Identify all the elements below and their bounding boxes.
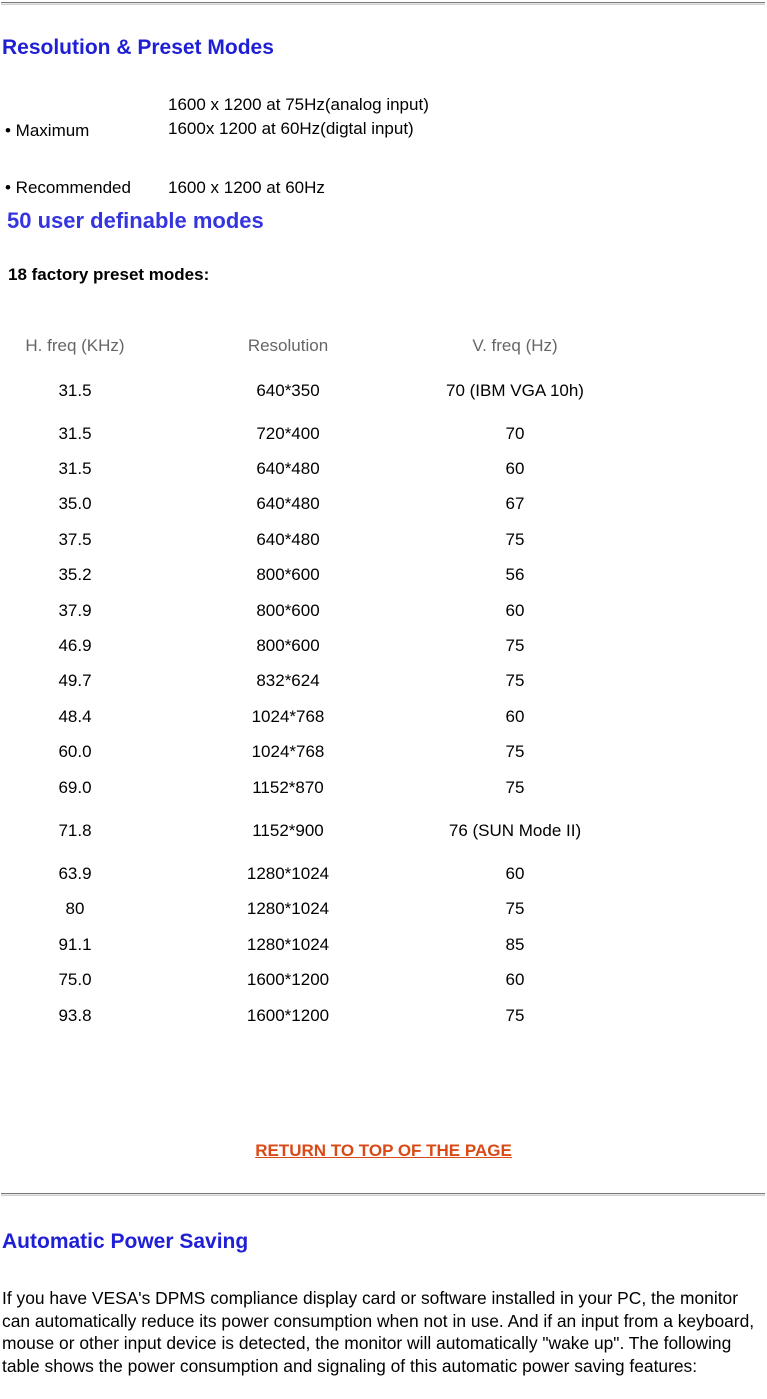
table-row xyxy=(0,664,604,699)
hfreq-cell: 71.8 xyxy=(58,820,92,840)
hfreq-cell: 37.9 xyxy=(58,600,92,620)
resolution-cell: 1024*768 xyxy=(251,742,325,762)
hfreq-cell: 37.5 xyxy=(58,529,92,549)
vfreq-cell: 60 xyxy=(505,600,525,620)
vfreq-cell: 85 xyxy=(505,934,525,954)
table-row xyxy=(0,593,604,628)
vfreq-cell: 75 xyxy=(505,899,525,919)
maximum-value-digital: 1600x 1200 at 60Hz(digtal input) xyxy=(168,119,414,138)
resolution-cell: 1024*768 xyxy=(251,706,325,726)
vfreq-cell: 60 xyxy=(505,863,525,883)
hfreq-cell: 60.0 xyxy=(58,742,92,762)
table-row xyxy=(0,365,604,416)
factory-modes-label: 18 factory preset modes: xyxy=(8,265,210,284)
resolution-cell: 800*600 xyxy=(256,600,320,620)
table-row xyxy=(0,892,604,927)
resolution-cell: 640*480 xyxy=(256,459,320,479)
vfreq-cell: 70 (IBM VGA 10h) xyxy=(446,380,584,400)
vfreq-cell: 75 xyxy=(505,636,525,656)
hfreq-cell: 75.0 xyxy=(58,970,92,990)
resolution-cell: 720*400 xyxy=(256,423,320,443)
return-link-container xyxy=(0,1141,767,1161)
resolution-cell: 1152*900 xyxy=(252,820,324,840)
column-header-hfreq: H. freq (KHz) xyxy=(25,336,125,355)
resolution-cell: 1280*1024 xyxy=(246,899,330,919)
vfreq-cell: 75 xyxy=(505,671,525,691)
table-row xyxy=(0,805,604,856)
preset-modes-table xyxy=(0,327,604,1033)
table-row xyxy=(0,735,604,770)
hfreq-cell: 31.5 xyxy=(58,459,92,479)
table-row xyxy=(0,487,604,522)
vfreq-cell: 60 xyxy=(505,459,525,479)
hfreq-cell: 48.4 xyxy=(58,706,92,726)
vfreq-cell: 75 xyxy=(505,777,525,797)
table-row xyxy=(0,962,604,997)
vfreq-cell: 75 xyxy=(505,742,525,762)
power-saving-heading: Automatic Power Saving xyxy=(2,1230,249,1253)
resolution-cell: 1280*1024 xyxy=(246,863,330,883)
recommended-value: 1600 x 1200 at 60Hz xyxy=(168,178,325,197)
table-row xyxy=(0,856,604,891)
table-row xyxy=(0,558,604,593)
hfreq-cell: 69.0 xyxy=(58,777,92,797)
maximum-label: • Maximum xyxy=(5,121,90,140)
hfreq-cell: 35.0 xyxy=(58,494,92,514)
column-header-resolution: Resolution xyxy=(247,336,329,355)
table-row xyxy=(0,628,604,663)
column-header-vfreq: V. freq (Hz) xyxy=(472,336,558,355)
resolution-cell: 1600*1200 xyxy=(246,1005,330,1025)
resolution-heading: Resolution & Preset Modes xyxy=(2,36,274,59)
top-divider xyxy=(1,2,765,5)
table-header-row xyxy=(0,327,604,365)
section-divider xyxy=(1,1193,765,1196)
hfreq-cell: 31.5 xyxy=(58,423,92,443)
table-row xyxy=(0,770,604,805)
vfreq-cell: 76 (SUN Mode II) xyxy=(448,820,582,840)
vfreq-cell: 70 xyxy=(505,423,525,443)
hfreq-cell: 80 xyxy=(65,899,85,919)
resolution-cell: 800*600 xyxy=(256,565,320,585)
hfreq-cell: 49.7 xyxy=(58,671,92,691)
vfreq-cell: 75 xyxy=(505,1005,525,1025)
resolution-cell: 832*624 xyxy=(256,671,320,691)
hfreq-cell: 91.1 xyxy=(58,934,92,954)
table-row xyxy=(0,998,604,1033)
hfreq-cell: 63.9 xyxy=(58,863,92,883)
table-row xyxy=(0,451,604,486)
return-to-top-link[interactable]: RETURN TO TOP OF THE PAGE xyxy=(255,1141,512,1160)
resolution-cell: 640*480 xyxy=(256,529,320,549)
hfreq-cell: 31.5 xyxy=(58,380,92,400)
table-row xyxy=(0,699,604,734)
hfreq-cell: 35.2 xyxy=(58,565,92,585)
power-saving-paragraph: If you have VESA's DPMS compliance display card or software installed in your PC, the monitor can automatically reduce its power consumption when not in use. And if an input from a keyboard, mouse or other input device is detected, the monitor will automatically "wake up". The following table shows the power consumption and signaling of this automatic power saving features: xyxy=(2,1288,755,1376)
table-row xyxy=(0,522,604,557)
resolution-cell: 1152*870 xyxy=(252,777,324,797)
resolution-cell: 1600*1200 xyxy=(246,970,330,990)
vfreq-cell: 60 xyxy=(505,706,525,726)
vfreq-cell: 67 xyxy=(505,494,525,514)
resolution-cell: 1280*1024 xyxy=(246,934,330,954)
table-row xyxy=(0,416,604,451)
resolution-cell: 640*480 xyxy=(256,494,320,514)
resolution-cell: 640*350 xyxy=(256,380,320,400)
vfreq-cell: 75 xyxy=(505,529,525,549)
table-row xyxy=(0,927,604,962)
user-modes-text: 50 user definable modes xyxy=(7,208,264,233)
maximum-value-analog: 1600 x 1200 at 75Hz(analog input) xyxy=(168,95,429,114)
vfreq-cell: 56 xyxy=(505,565,525,585)
vfreq-cell: 60 xyxy=(505,970,525,990)
hfreq-cell: 93.8 xyxy=(58,1005,92,1025)
resolution-cell: 800*600 xyxy=(256,636,320,656)
recommended-label: • Recommended xyxy=(5,178,131,197)
hfreq-cell: 46.9 xyxy=(58,636,92,656)
